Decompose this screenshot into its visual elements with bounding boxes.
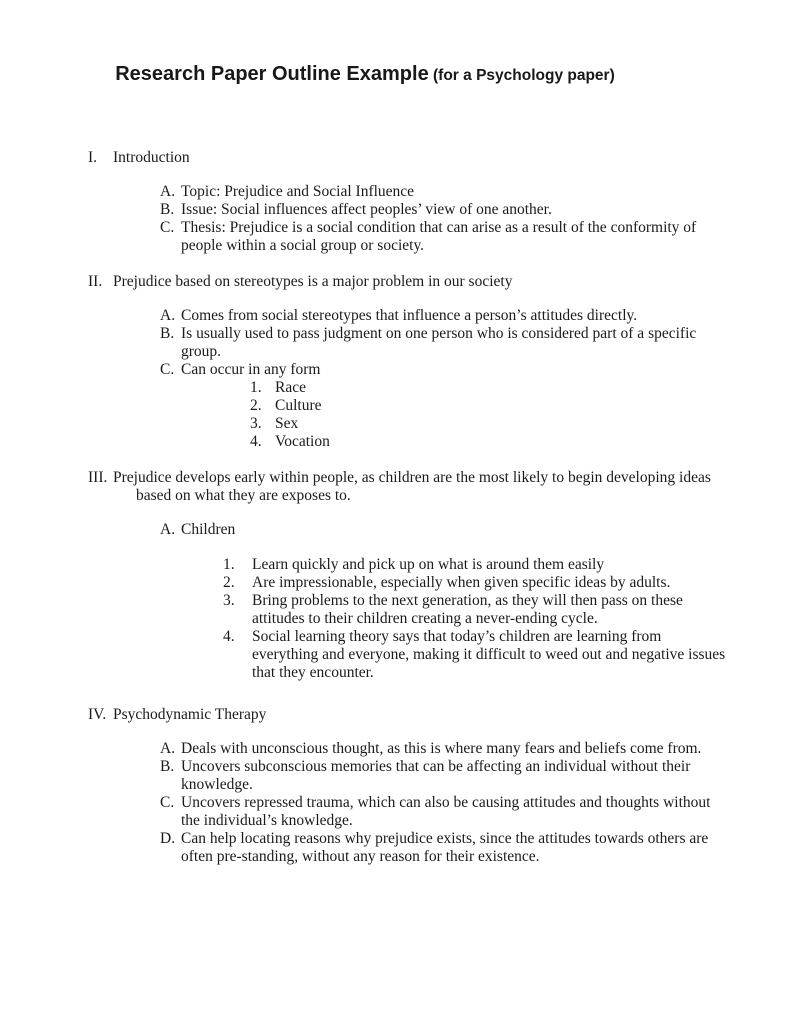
title-main: Research Paper Outline Example	[115, 63, 429, 85]
subitem-marker: 3.	[250, 415, 262, 432]
outline-section-development	[0, 469, 730, 682]
item-marker: A.	[160, 740, 176, 757]
section-heading-text: Psychodynamic Therapy	[113, 706, 267, 723]
outline-subitem	[0, 433, 730, 451]
section-items	[0, 521, 730, 682]
outline-item	[0, 325, 730, 361]
item-marker: A.	[160, 183, 176, 200]
outline-section-psychodynamic-therapy	[0, 706, 730, 866]
item-marker: B.	[160, 201, 175, 218]
outline-subitems	[0, 379, 730, 451]
section-heading-text: Prejudice develops early within people, as children are the most likely to begin developing ideas based on what they are exposes to.	[113, 469, 711, 504]
section-heading-text: Introduction	[113, 149, 190, 166]
subitem-text: Race	[275, 379, 306, 396]
title-subtitle: (for a Psychology paper)	[433, 67, 615, 84]
subitem-text: Social learning theory says that today’s children are learning from everything and everyone, making it difficult to weed out and negative issues that they encounter.	[252, 628, 726, 681]
section-items	[0, 740, 730, 866]
outline-subitem	[0, 556, 730, 574]
section-heading-text: Prejudice based on stereotypes is a major problem in our society	[113, 273, 513, 290]
section-numeral: I.	[88, 149, 98, 166]
outline-subitem	[0, 397, 730, 415]
subitem-text: Culture	[275, 397, 322, 414]
outline-section-stereotypes	[0, 273, 730, 451]
outline-item	[0, 521, 730, 539]
section-heading	[0, 149, 730, 167]
item-marker: B.	[160, 758, 175, 775]
item-text: Uncovers repressed trauma, which can also be causing attitudes and thoughts without the individual’s knowledge.	[181, 794, 711, 829]
subitem-marker: 4.	[223, 628, 235, 645]
outline-subitem	[0, 592, 730, 628]
item-text: Issue: Social influences affect peoples’ view of one another.	[181, 201, 552, 218]
subitem-marker: 3.	[223, 592, 235, 609]
subitem-text: Sex	[275, 415, 299, 432]
item-text: Can help locating reasons why prejudice exists, since the attitudes towards others are often pre-standing, without any reason for their existence.	[181, 830, 709, 865]
document-body	[0, 59, 790, 866]
outline-subitem	[0, 574, 730, 592]
outline-subitems	[0, 556, 730, 682]
outline-item	[0, 307, 730, 325]
section-items	[0, 183, 730, 255]
item-text: Comes from social stereotypes that influence a person’s attitudes directly.	[181, 307, 638, 324]
section-numeral: III.	[88, 469, 108, 486]
outline-item	[0, 183, 730, 201]
subitem-marker: 2.	[250, 397, 262, 414]
item-marker: A.	[160, 521, 176, 538]
outline-item	[0, 794, 730, 830]
section-heading	[0, 706, 730, 724]
outline-item	[0, 758, 730, 794]
outline-section-introduction	[0, 149, 730, 255]
item-text: Children	[181, 521, 236, 538]
outline-subitem	[0, 415, 730, 433]
item-marker: C.	[160, 219, 175, 236]
item-text: Uncovers subconscious memories that can be affecting an individual without their knowledge.	[181, 758, 691, 793]
item-marker: B.	[160, 325, 175, 342]
section-heading	[0, 469, 730, 505]
outline-item	[0, 830, 730, 866]
item-text: Is usually used to pass judgment on one person who is considered part of a specific group.	[181, 325, 697, 360]
subitem-marker: 4.	[250, 433, 262, 450]
item-marker: A.	[160, 307, 176, 324]
outline-subitem	[0, 628, 730, 682]
subitem-text: Bring problems to the next generation, as they will then pass on these attitudes to their children creating a never-ending cycle.	[252, 592, 683, 627]
item-marker: C.	[160, 794, 175, 811]
item-marker: C.	[160, 361, 175, 378]
section-numeral: II.	[88, 273, 103, 290]
document-title	[0, 59, 730, 91]
subitem-text: Learn quickly and pick up on what is around them easily	[252, 556, 605, 573]
item-text: Thesis: Prejudice is a social condition that can arise as a result of the conformity of people within a social group or society.	[181, 219, 697, 254]
section-numeral: IV.	[88, 706, 107, 723]
subitem-text: Are impressionable, especially when given specific ideas by adults.	[252, 574, 671, 591]
section-heading	[0, 273, 730, 291]
subitem-text: Vocation	[275, 433, 330, 450]
subitem-marker: 1.	[223, 556, 235, 573]
outline-item	[0, 201, 730, 219]
outline-item	[0, 361, 730, 379]
item-text: Can occur in any form	[181, 361, 321, 378]
subitem-marker: 2.	[223, 574, 235, 591]
outline-item	[0, 740, 730, 758]
subitem-marker: 1.	[250, 379, 262, 396]
item-text: Topic: Prejudice and Social Influence	[181, 183, 415, 200]
item-text: Deals with unconscious thought, as this is where many fears and beliefs come from.	[181, 740, 702, 757]
outline-subitem	[0, 379, 730, 397]
section-items	[0, 307, 730, 451]
item-marker: D.	[160, 830, 176, 847]
outline-item	[0, 219, 730, 255]
